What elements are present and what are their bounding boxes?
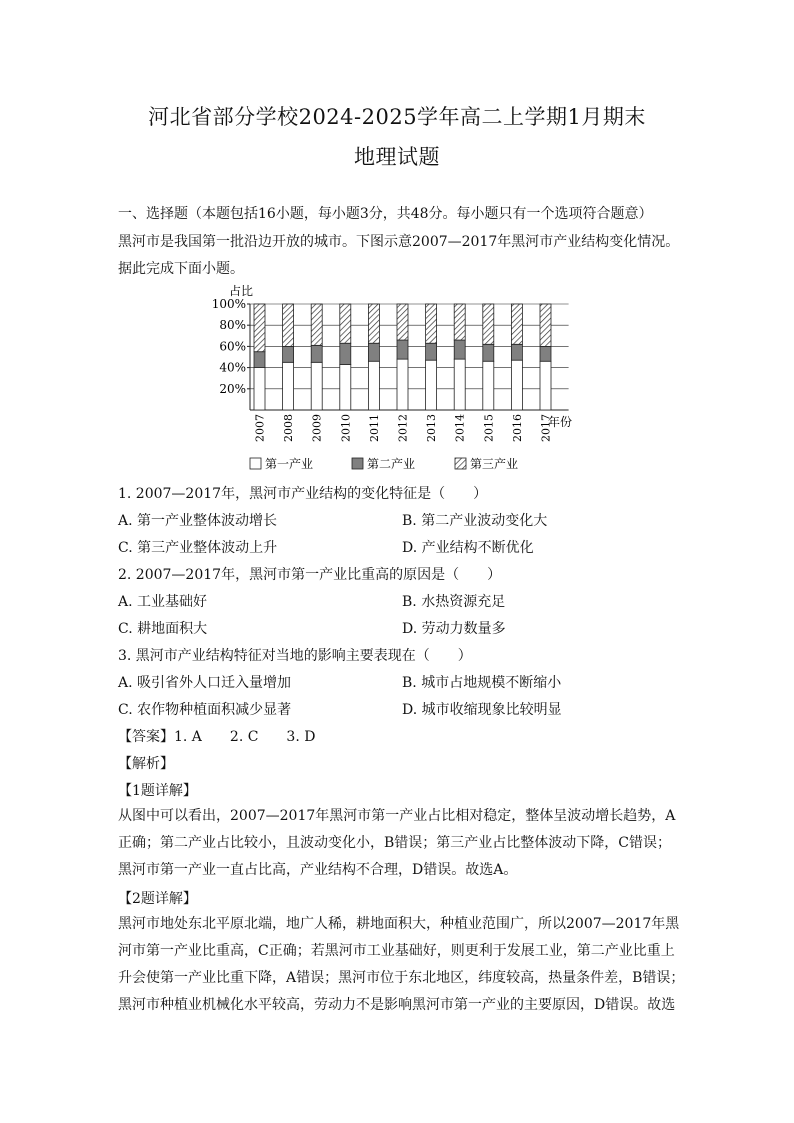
q2-detail-line: 黑河市种植业机械化水平较高，劳动力不是影响黑河市第一产业的主要原因，D错误。故选 <box>118 997 676 1013</box>
legend-label: 第三产业 <box>470 457 519 471</box>
bar-segment-secondary <box>454 340 465 359</box>
bar-segment-primary <box>483 361 494 410</box>
q3-option-b[interactable]: B. 城市占地规模不断缩小 <box>402 675 562 691</box>
q2-detail-line: 黑河市地处东北平原北端，地广人稀，耕地面积大，种植业范围广，所以2007—2017年黑 <box>118 916 680 932</box>
x-tick-label: 2015 <box>482 414 496 442</box>
y-tick-label: 20% <box>219 381 246 396</box>
bar-segment-secondary <box>540 346 551 361</box>
x-tick-label: 2012 <box>396 414 410 442</box>
y-tick-label: 100% <box>211 297 246 311</box>
q3-option-c[interactable]: C. 农作物种植面积减少显著 <box>118 702 292 718</box>
bar-segment-tertiary <box>426 304 437 343</box>
bar-segment-primary <box>397 359 408 410</box>
bar-segment-primary <box>426 360 437 410</box>
bar-segment-primary <box>540 361 551 410</box>
bar-segment-secondary <box>254 352 265 368</box>
question-stem-line-2: 据此完成下面小题。 <box>118 261 244 277</box>
industry-structure-chart <box>0 280 794 480</box>
bar-segment-primary <box>283 362 294 410</box>
q2-detail-text <box>118 911 685 1019</box>
q2-option-a[interactable]: A. 工业基础好 <box>118 594 208 610</box>
y-tick-label: 60% <box>219 339 246 354</box>
q1-detail-line: 从图中可以看出，2007—2017年黑河市第一产业占比相对稳定，整体呈波动增长趋势，A <box>118 808 676 824</box>
legend-swatch <box>352 458 363 469</box>
bar-segment-primary <box>454 359 465 410</box>
q2-option-c[interactable]: C. 耕地面积大 <box>118 621 208 637</box>
q1-option-b[interactable]: B. 第二产业波动变化大 <box>402 513 548 529</box>
q2-detail-label: 【2题详解】 <box>118 891 197 907</box>
bar-segment-primary <box>254 368 265 410</box>
paper-subtitle: 地理试题 <box>354 145 440 169</box>
x-tick-label: 2016 <box>510 414 524 442</box>
x-tick-label: 2017 <box>539 414 553 442</box>
bar-segment-tertiary <box>283 304 294 346</box>
bar-segment-tertiary <box>454 304 465 340</box>
q2-option-b[interactable]: B. 水热资源充足 <box>402 594 506 610</box>
bar-segment-tertiary <box>340 304 351 343</box>
bar-segment-tertiary <box>254 304 265 352</box>
q1-detail-label: 【1题详解】 <box>118 783 197 799</box>
bar-segment-secondary <box>397 340 408 359</box>
q1-option-c[interactable]: C. 第三产业整体波动上升 <box>118 540 278 556</box>
bar-segment-secondary <box>368 343 379 361</box>
bar-segment-primary <box>368 361 379 410</box>
bar-segment-tertiary <box>483 304 494 344</box>
q1-stem: 1. 2007—2017年，黑河市产业结构的变化特征是（ ） <box>118 486 488 502</box>
q3-option-d[interactable]: D. 城市收缩现象比较明显 <box>402 702 562 718</box>
x-tick-label: 2007 <box>253 414 267 442</box>
q2-detail-line: 升会使第一产业比重下降，A错误；黑河市位于东北地区，纬度较高，热量条件差，B错误； <box>118 970 685 986</box>
x-tick-label: 2009 <box>310 414 324 442</box>
answer-line: 【答案】1. A 2. C 3. D <box>118 729 316 745</box>
x-axis-label: 年份 <box>548 415 573 429</box>
q3-stem: 3. 黑河市产业结构特征对当地的影响主要表现在（ ） <box>118 648 472 664</box>
bar-segment-tertiary <box>311 304 322 345</box>
q1-option-d[interactable]: D. 产业结构不断优化 <box>402 540 534 556</box>
q1-detail-line: 正确；第二产业占比较小，且波动变化小，B错误；第三产业占比整体波动下降，C错误； <box>118 835 671 851</box>
bar-segment-secondary <box>340 343 351 364</box>
q2-option-d[interactable]: D. 劳动力数量多 <box>402 621 506 637</box>
x-tick-label: 2010 <box>339 414 353 442</box>
bar-segment-tertiary <box>397 304 408 340</box>
q3-option-a[interactable]: A. 吸引省外人口迁入量增加 <box>118 675 292 691</box>
bar-segment-primary <box>511 360 522 410</box>
bar-segment-tertiary <box>511 304 522 344</box>
legend-label: 第一产业 <box>265 457 314 471</box>
y-tick-label: 80% <box>219 318 246 333</box>
bar-segment-primary <box>340 364 351 410</box>
bar-segment-tertiary <box>540 304 551 346</box>
section-header: 一、选择题（本题包括16小题，每小题3分，共48分。每小题只有一个选项符合题意） <box>118 206 653 222</box>
x-tick-label: 2013 <box>425 414 439 442</box>
bar-segment-secondary <box>511 344 522 360</box>
x-tick-label: 2014 <box>453 414 467 442</box>
bar-segment-secondary <box>311 345 322 362</box>
paper-title: 河北省部分学校2024-2025学年高二上学期1月期末 <box>148 105 646 129</box>
x-tick-label: 2008 <box>282 414 296 442</box>
bar-segment-tertiary <box>368 304 379 343</box>
legend-label: 第二产业 <box>367 457 416 471</box>
q1-option-a[interactable]: A. 第一产业整体波动增长 <box>118 513 278 529</box>
y-tick-label: 40% <box>219 360 246 375</box>
x-tick-label: 2011 <box>367 414 381 442</box>
legend-swatch <box>250 458 261 469</box>
y-axis-label: 占比 <box>229 284 254 298</box>
q1-detail-line: 黑河市第一产业一直占比高，产业结构不合理，D错误。故选A。 <box>118 862 518 878</box>
bar-segment-secondary <box>483 344 494 361</box>
analysis-label: 【解析】 <box>118 756 174 772</box>
bar-segment-secondary <box>426 343 437 360</box>
bar-segment-primary <box>311 362 322 410</box>
bar-segment-secondary <box>283 346 294 362</box>
q2-detail-line: 河市第一产业比重高，C正确；若黑河市工业基础好，则更利于发展工业，第二产业比重上 <box>118 943 675 959</box>
legend-swatch <box>455 458 466 469</box>
q1-detail-text <box>118 803 678 884</box>
q2-stem: 2. 2007—2017年，黑河市第一产业比重高的原因是（ ） <box>118 567 502 583</box>
question-stem-line-1: 黑河市是我国第一批沿边开放的城市。下图示意2007—2017年黑河市产业结构变化情况。 <box>118 234 680 250</box>
